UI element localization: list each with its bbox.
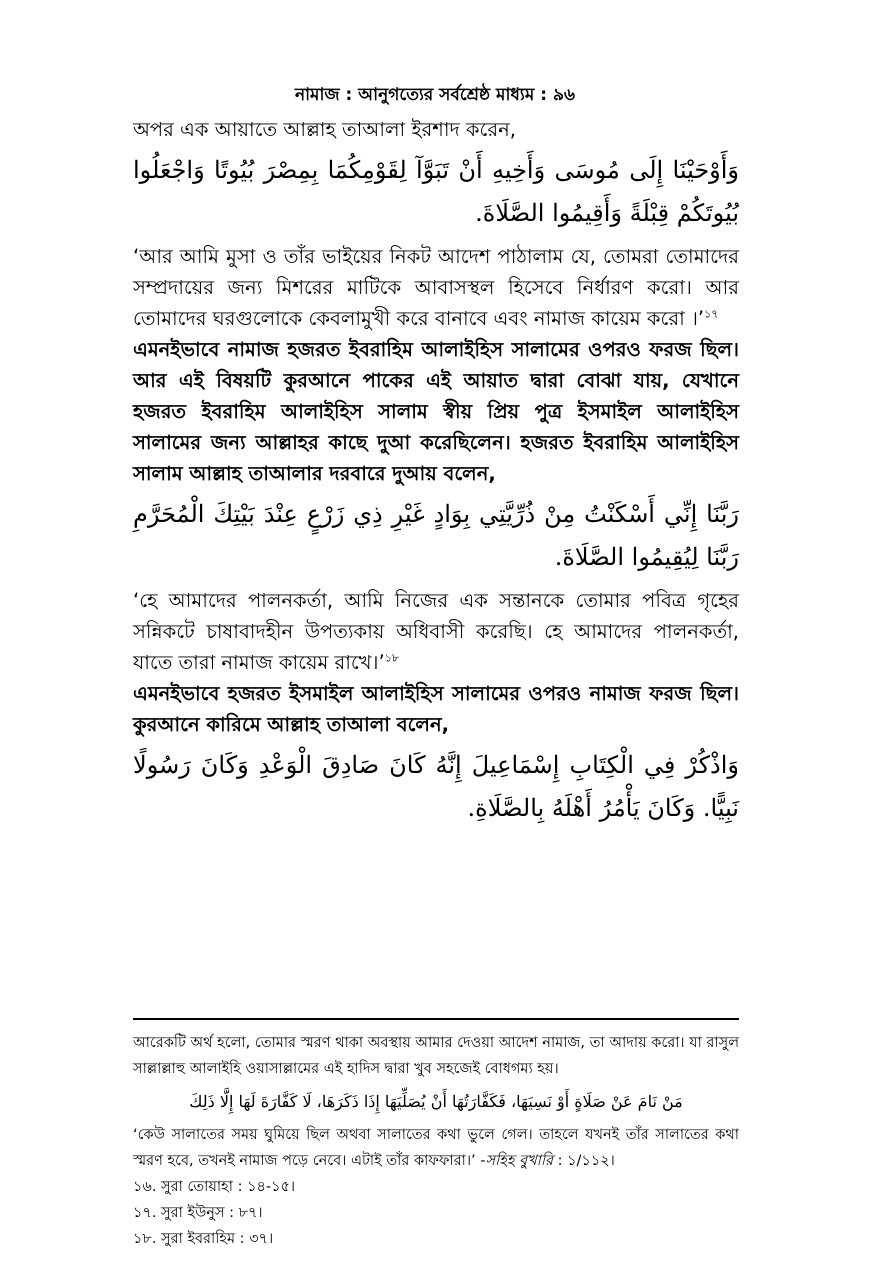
footnote-continuation: আরেকটি অর্থ হলো, তোমার স্মরণ থাকা অবস্থায় আমার দেওয়া আদেশ নামাজ, তা আদায় করো। যা রাসুল সাল্লাল্লাহু আলাইহি ওয়াসাল্লামের এই হাদিস দ্বারা খুব সহজেই বোধগম্য হয়।: [133, 1035, 739, 1077]
hadith-source-name: সহিহ বুখারি: [485, 1153, 554, 1169]
footnote-18: ১৮. সুরা ইবরাহিম : ৩৭।: [133, 1231, 274, 1247]
paragraph-ibrahim: এমনইভাবে নামাজ হজরত ইবরাহিম আলাইহিস সালামের ওপরও ফরজ ছিল। আর এই বিষয়টি কুরআনে পাকের এই আয়াত দ্বারা বোঝা যায়, যেখানে হজরত ইবরাহিম আলাইহিস সালাম স্বীয় প্রিয় পুত্র ইসমাইল আলাইহিস সালামের জন্য আল্লাহর কাছে দুআ করেছিলেন। হজরত ইবরাহিম আলাইহিস সালাম আল্লাহ তাআলার দরবারে দুআয় বলেন,: [133, 338, 739, 485]
footnote-ref-18: ১৮: [384, 651, 399, 665]
quran-verse-ismail: وَاذْكُرْ فِي الْكِتَابِ إِسْمَاعِيلَ إِنَّهُ كَانَ صَادِقَ الْوَعْدِ وَكَانَ رَسُولًا نَبِيًّا. وَكَانَ يَأْمُرُ أَهْلَهُ بِالصَّلَاةِ.: [133, 751, 739, 822]
quran-verse-musa: وَأَوْحَيْنَا إِلَى مُوسَى وَأَخِيهِ أَنْ تَبَوَّآ لِقَوْمِكُمَا بِمِصْرَ بُيُوتًا وَاجْعَلُوا بُيُوتَكُمْ قِبْلَةً وَأَقِيمُوا الصَّلَاةَ.: [133, 156, 739, 227]
footnote-divider: [133, 1018, 739, 1020]
translation-text: ‘আর আমি মুসা ও তাঁর ভাইয়ের নিকট আদেশ পাঠালাম যে, তোমরা তোমাদের সম্প্রদায়ের জন্য মিশরের মাটিকে আবাসস্থল হিসেবে নির্ধারণ করো। আর তোমাদের ঘরগুলোকে কেবলামুখী করে বানাবে এবং নামাজ কায়েম করো ।’: [133, 245, 739, 330]
quran-verse-ibrahim: رَبَّنَا إِنِّي أَسْكَنْتُ مِنْ ذُرِّيَّتِي بِوَادٍ غَيْرِ ذِي زَرْعٍ عِنْدَ بَيْتِكَ الْمُحَرَّمِ رَبَّنَا لِيُقِيمُوا الصَّلَاةَ.: [133, 500, 739, 571]
hadith-arabic: مَنْ نَامَ عَنْ صَلَاةٍ أَوْ نَسِيَهَا، فَكَفَّارَتُهَا أَنْ يُصَلِّيَهَا إِذَا ذَكَرَهَا، لَا كَفَّارَةَ لَهَا إِلَّا ذَلِكَ: [189, 1092, 683, 1111]
footnote-16: ১৬. সুরা তোয়াহা : ১৪-১৫।: [133, 1179, 296, 1195]
hadith-translation-text: ‘কেউ সালাতের সময় ঘুমিয়ে ছিল অথবা সালাতের কথা ভুলে গেল। তাহলে যখনই তাঁর সালাতের কথা স্মরণ হবে, তখনই নামাজ পড়ে নেবে। এটাই তাঁর কাফফারা।’ -: [133, 1127, 739, 1169]
hadith-translation: [133, 1122, 739, 1174]
verse-translation-ibrahim: [133, 585, 739, 678]
footnote-ref-17: ১৭: [704, 307, 719, 321]
main-text: [133, 114, 739, 836]
footnote-17: ১৭. সুরা ইউনুস : ৮৭।: [133, 1205, 263, 1221]
footnotes: [133, 1030, 739, 1252]
intro-line: অপর এক আয়াতে আল্লাহ তাআলা ইরশাদ করেন,: [133, 118, 516, 141]
paragraph-ismail: এমনইভাবে হজরত ইসমাইল আলাইহিস সালামের ওপরও নামাজ ফরজ ছিল। কুরআনে কারিমে আল্লাহ তাআলা বলেন,: [133, 682, 739, 736]
hadith-source-ref: : ১/১১২।: [553, 1153, 615, 1169]
translation-text: ‘হে আমাদের পালনকর্তা, আমি নিজের এক সন্তানকে তোমার পবিত্র গৃহের সন্নিকটে চাষাবাদহীন উপত্যকায় অধিবাসী করেছি। হে আমাদের পালনকর্তা, যাতে তারা নামাজ কায়েম রাখে।’: [133, 589, 739, 674]
verse-translation-musa: [133, 241, 739, 334]
running-header: নামাজ : আনুগত্যের সর্বশ্রেষ্ঠ মাধ্যম : ৯৬: [294, 85, 576, 105]
